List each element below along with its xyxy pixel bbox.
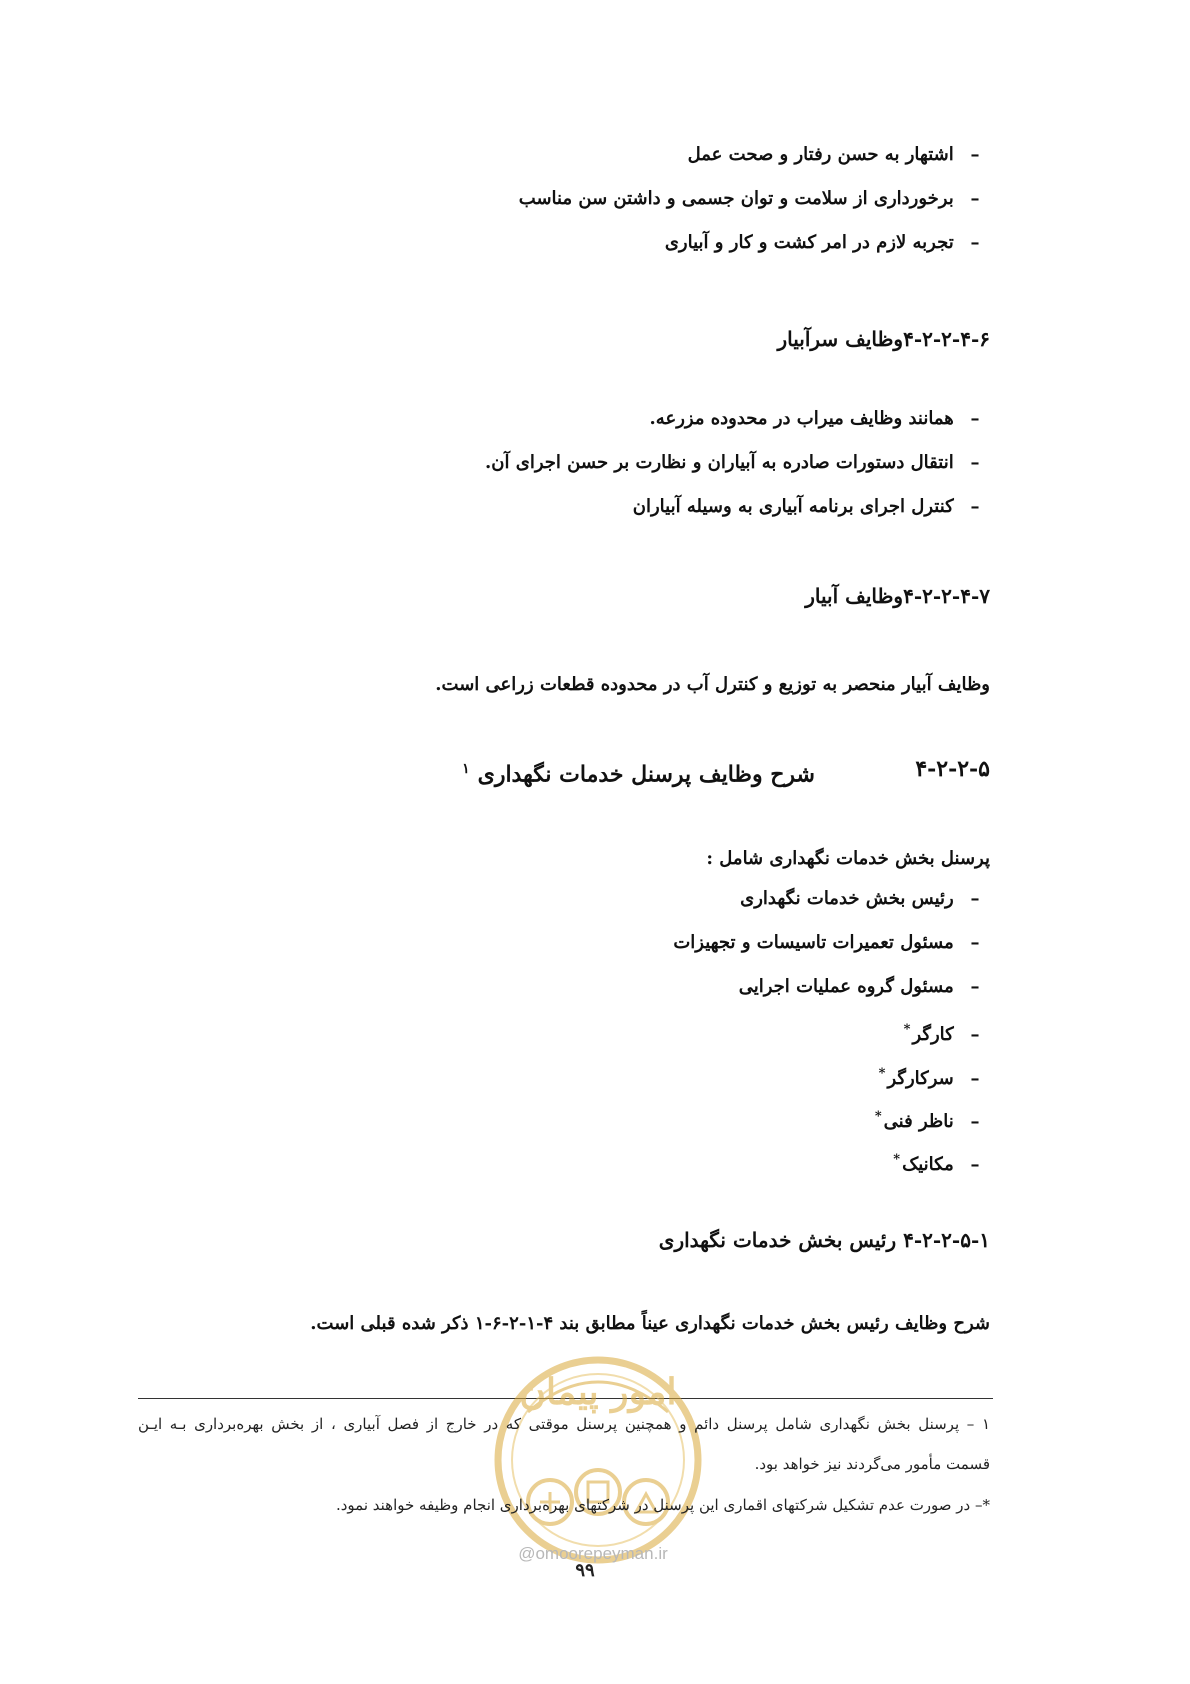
bullet-item (875, 1103, 990, 1136)
section-title-text: شرح وظایف پرسنل خدمات نگهداری (477, 761, 815, 788)
footnote-marker: ۱ (462, 761, 470, 777)
bullet-text: همانند وظایف میراب در محدوده مزرعه. (649, 408, 954, 429)
bullet-text: مکانیک (902, 1154, 954, 1175)
bullet-text: تجربه لازم در امر کشت و کار و آبیاری (664, 232, 954, 253)
bullet-text: سرکارگر (887, 1068, 954, 1089)
bullet-text: برخورداری از سلامت و توان جسمی و داشتن سن مناسب (518, 188, 954, 209)
paragraph: شرح وظایف رئیس بخش خدمات نگهداری عیناً مطابق بند ۴-۱-۲-۶-۱ ذکر شده قبلی است. (310, 1313, 990, 1334)
bullet-dash: – (970, 1024, 980, 1045)
section-title (462, 751, 815, 792)
bullet-dash: – (970, 188, 980, 209)
page-number: ۹۹ (575, 1560, 595, 1581)
bullet-item (739, 973, 990, 1001)
footnote-1-line-1: ۱ – پرسنل بخش نگهداری شامل پرسنل دائم و همچنین پرسنل موقتی که در خارج از فصل آبیاری ، از بخش بهره‌برداری بـه ایـن (138, 1415, 990, 1433)
watermark-logo-text: امور پیمان (519, 1371, 677, 1413)
section-heading-head-irrigator: ۴-۲-۲-۴-۶وظایف سرآبیار (777, 327, 990, 351)
bullet-text: کارگر (912, 1024, 954, 1045)
section-heading-irrigator: ۴-۲-۲-۴-۷وظایف آبیار (805, 584, 990, 608)
bullet-item (740, 885, 990, 913)
footnote-2: *– در صورت عدم تشکیل شرکتهای اقماری این پرسنل در شرکتهای بهره‌برداری انجام وظیفه خواهند نمود. (335, 1496, 990, 1514)
bullet-text: مسئول تعمیرات تاسیسات و تجهیزات (673, 932, 954, 953)
section-number: ۴-۲-۲-۵ (915, 756, 990, 782)
bullet-item (673, 929, 990, 957)
bullet-text: انتقال دستورات صادره به آبیاران و نظارت بر حسن اجرای آن. (485, 452, 954, 473)
bullet-dash: – (970, 932, 980, 953)
bullet-dash: – (970, 888, 980, 909)
bullet-item (633, 493, 990, 521)
asterisk-marker: * (893, 1152, 901, 1167)
bullet-item (485, 449, 990, 477)
asterisk-marker: * (874, 1109, 882, 1124)
watermark-text: @omoorepeyman.ir (518, 1544, 668, 1563)
bullet-text: مسئول گروه عملیات اجرایی (738, 976, 954, 997)
bullet-item (650, 405, 990, 433)
bullet-dash: – (970, 144, 980, 165)
bullet-item (879, 1060, 990, 1093)
asterisk-marker: * (878, 1066, 886, 1081)
bullet-text: رئیس بخش خدمات نگهداری (740, 888, 954, 909)
bullet-text: کنترل اجرای برنامه آبیاری به وسیله آبیاران (632, 496, 954, 517)
bullet-text: اشتهار به حسن رفتار و صحت عمل (687, 144, 954, 165)
bullet-dash: – (970, 1111, 980, 1132)
bullet-dash: – (970, 1068, 980, 1089)
list-intro: پرسنل بخش خدمات نگهداری شامل : (706, 848, 990, 869)
section-heading-maintenance-head: ۴-۲-۲-۵-۱ رئیس بخش خدمات نگهداری (658, 1228, 990, 1252)
bullet-dash: – (970, 232, 980, 253)
paragraph: وظایف آبیار منحصر به توزیع و کنترل آب در محدوده قطعات زراعی است. (435, 674, 990, 695)
bullet-item (893, 1146, 990, 1179)
asterisk-marker: * (903, 1022, 911, 1037)
bullet-item (904, 1016, 990, 1049)
bullet-item (519, 185, 990, 213)
bullet-item (688, 141, 990, 169)
bullet-dash: – (970, 452, 980, 473)
bullet-text: ناظر فنی (883, 1111, 954, 1132)
bullet-dash: – (970, 408, 980, 429)
bullet-item (665, 229, 990, 257)
bullet-dash: – (970, 976, 980, 997)
bullet-dash: – (970, 1154, 980, 1175)
section-heading-maintenance (170, 751, 990, 787)
bullet-dash: – (970, 496, 980, 517)
footnote-1-line-2: قسمت مأمور می‌گردند نیز خواهد بود. (754, 1455, 990, 1473)
watermark-logo-icon (488, 1342, 708, 1572)
